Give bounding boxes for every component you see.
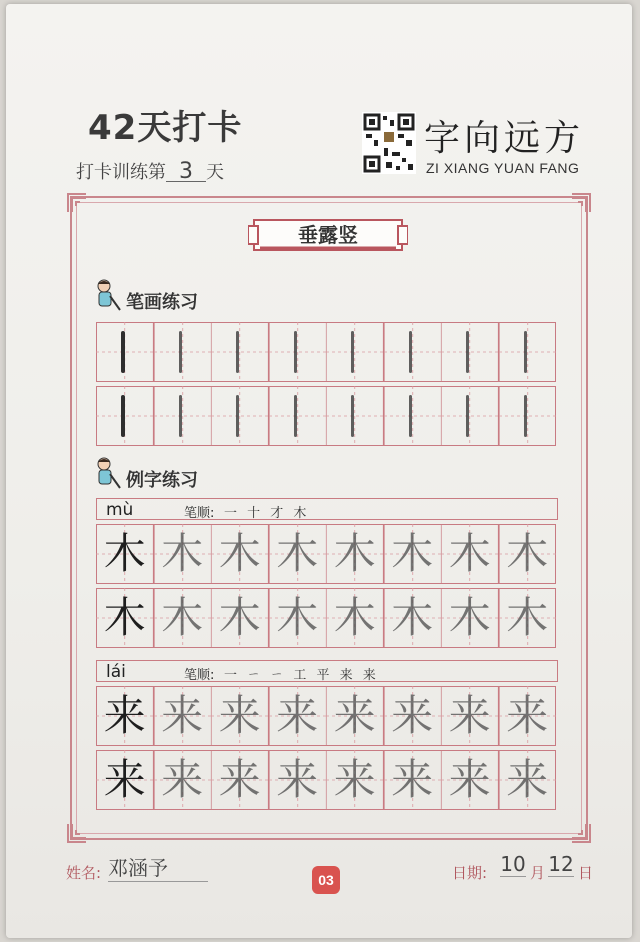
section-title-stroke: 笔画练习	[126, 292, 198, 313]
practice-cell	[154, 322, 212, 382]
vertical-stroke-mark	[236, 395, 239, 437]
vertical-stroke-mark	[236, 331, 239, 373]
practice-character: 来	[506, 691, 549, 740]
section-title-example: 例字练习	[126, 470, 198, 491]
practice-cell	[499, 322, 557, 382]
stroke-order-steps: 一 十 才 木	[224, 506, 310, 521]
vertical-stroke-mark	[121, 395, 125, 437]
practice-cell	[326, 322, 384, 382]
qr-code-icon	[362, 112, 416, 174]
vertical-stroke-mark	[524, 331, 527, 373]
date-day: 12	[548, 852, 574, 876]
practice-character: 木	[391, 593, 434, 642]
student-writing-icon	[92, 456, 122, 490]
practice-character: 来	[333, 691, 376, 740]
practice-cell	[154, 386, 212, 446]
corner-ornament-icon	[570, 192, 592, 214]
practice-character: 来	[218, 755, 261, 804]
corner-ornament-icon	[66, 822, 88, 844]
practice-character: 木	[333, 529, 376, 578]
practice-character: 来	[448, 691, 491, 740]
vertical-stroke-mark	[294, 395, 297, 437]
practice-cell	[269, 322, 327, 382]
vertical-stroke-mark	[294, 331, 297, 373]
name-value: 邓涵予	[108, 852, 208, 882]
practice-character: 木	[161, 593, 204, 642]
practice-cell	[269, 386, 327, 446]
practice-character: 来	[448, 755, 491, 804]
practice-cell	[441, 386, 499, 446]
vertical-stroke-mark	[466, 395, 469, 437]
vertical-stroke-mark	[351, 331, 354, 373]
name-label: 姓名:	[66, 864, 102, 882]
pinyin-label: lái	[106, 662, 126, 682]
practice-character: 来	[391, 755, 434, 804]
practice-character: 来	[391, 691, 434, 740]
brand-name: 字向远方	[424, 118, 585, 159]
corner-ornament-icon	[66, 192, 88, 214]
day-label: 日	[578, 864, 594, 882]
vertical-stroke-mark	[409, 395, 412, 437]
stroke-order-steps: 一 ㄧ ㄧ 工 平 来 来	[224, 668, 379, 683]
vertical-stroke-mark	[466, 331, 469, 373]
practice-cell	[441, 322, 499, 382]
practice-character: 木	[276, 593, 319, 642]
practice-character: 木	[276, 529, 319, 578]
vertical-stroke-mark	[409, 331, 412, 373]
practice-cell	[384, 322, 442, 382]
practice-character: 木	[161, 529, 204, 578]
practice-character: 木	[218, 593, 261, 642]
practice-character: 来	[276, 691, 319, 740]
page-title: 42天打卡	[88, 108, 243, 148]
student-writing-icon	[92, 278, 122, 312]
corner-ornament-icon	[570, 822, 592, 844]
stroke-order-label: 笔顺:	[184, 506, 215, 521]
checkin-suffix: 天	[206, 162, 224, 183]
pinyin-row	[96, 498, 558, 520]
vertical-stroke-mark	[121, 331, 125, 373]
practice-cell	[326, 386, 384, 446]
practice-character: 来	[103, 691, 146, 740]
brand-pinyin: ZI XIANG YUAN FANG	[426, 160, 580, 176]
checkin-line	[76, 158, 224, 184]
practice-character: 木	[333, 593, 376, 642]
practice-cell	[96, 386, 154, 446]
vertical-stroke-mark	[179, 395, 182, 437]
pinyin-label: mù	[106, 500, 134, 520]
practice-character: 来	[161, 755, 204, 804]
practice-character: 木	[103, 529, 146, 578]
date-month: 10	[500, 852, 526, 876]
practice-character: 来	[333, 755, 376, 804]
stroke-order-label: 笔顺:	[184, 668, 215, 683]
vertical-stroke-mark	[179, 331, 182, 373]
practice-character: 来	[103, 755, 146, 804]
practice-cell	[211, 386, 269, 446]
practice-character: 木	[506, 593, 549, 642]
practice-cell	[96, 322, 154, 382]
practice-character: 来	[218, 691, 261, 740]
practice-cell	[384, 386, 442, 446]
vertical-stroke-mark	[524, 395, 527, 437]
date-label: 日期:	[452, 864, 488, 882]
practice-character: 木	[448, 593, 491, 642]
practice-character: 来	[276, 755, 319, 804]
practice-character: 来	[161, 691, 204, 740]
stroke-name: 垂露竖	[298, 223, 358, 247]
practice-character: 木	[103, 593, 146, 642]
practice-character: 木	[391, 529, 434, 578]
checkin-day: 3	[166, 163, 206, 182]
practice-character: 来	[506, 755, 549, 804]
practice-character: 木	[218, 529, 261, 578]
page-number: 03	[312, 866, 340, 894]
month-label: 月	[530, 864, 546, 882]
checkin-prefix: 打卡训练第	[76, 162, 166, 183]
vertical-stroke-mark	[351, 395, 354, 437]
practice-character: 木	[506, 529, 549, 578]
practice-cell	[499, 386, 557, 446]
practice-character: 木	[448, 529, 491, 578]
practice-cell	[211, 322, 269, 382]
